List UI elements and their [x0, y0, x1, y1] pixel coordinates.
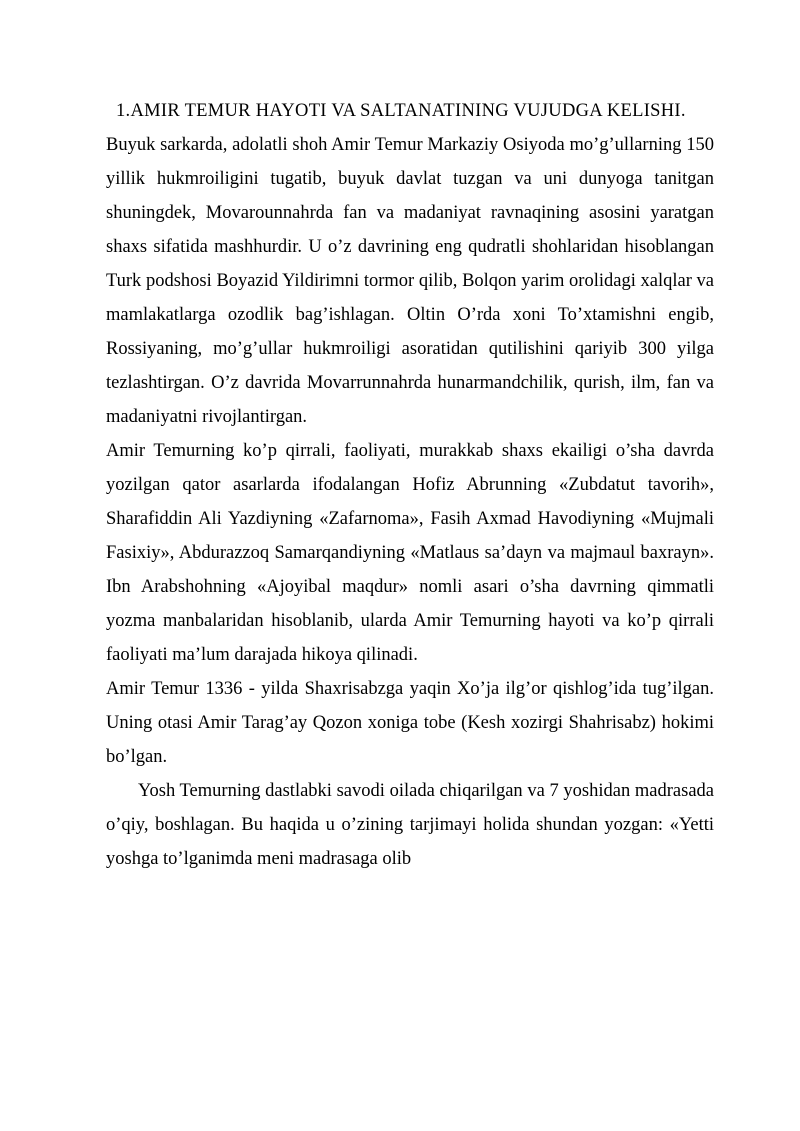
paragraph-birth: Amir Temur 1336 - yilda Shaxrisabzga yaqin Xo’ja ilg’or qishlog’ida tug’ilgan. Uning otasi Amir Tarag’ay Qozon xoniga tobe (Kesh xozirgi Shahrisabz) hokimi bo’lgan.: [106, 679, 714, 767]
paragraph-intro: Buyuk sarkarda, adolatli shoh Amir Temur Markaziy Osiyoda mo’g’ullarning 150 yillik hukmroiligini tugatib, buyuk davlat tuzgan va uni dunyoga tanitgan shuningdek, Movarounnahrda fan va madaniyat ravnaqining asosini yaratgan shaxs sifatida mashhurdir. U o’z davrining eng qudratli shohlaridan hisoblangan Turk podshosi Boyazid Yildirimni tormor qilib, Bolqon yarim orolidagi xalqlar va mamlakatlarga ozodlik bag’ishlagan. Oltin O’rda xoni To’xtamishni engib, Rossiyaning, mo’g’ullar hukmroiligi asoratidan qutilishini qariyib 300 yilga tezlashtirgan. O’z davrida Movarrunnahrda hunarmandchilik, qurish, ilm, fan va madaniyatni rivojlantirgan.: [106, 135, 714, 427]
paragraph-sources: Amir Temurning ko’p qirrali, faoliyati, murakkab shaxs ekailigi o’sha davrda yozilgan qator asarlarda ifodalangan Hofiz Abrunning «Zubdatut tavorih», Sharafiddin Ali Yazdiyning «Zafarnoma», Fasih Axmad Havodiyning «Mujmali Fasixiy», Abdurazzoq Samarqandiyning «Matlaus sa’dayn va majmaul baxrayn». Ibn Arabshohning «Ajoyibal maqdur» nomli asari o’sha davrning qimmatli yozma manbalaridan hisoblanib, ularda Amir Temurning hayoti va ko’p qirrali faoliyati ma’lum darajada hikoya qilinadi.: [106, 441, 714, 665]
document-page: [106, 94, 714, 876]
section-heading: 1.AMIR TEMUR HAYOTI VA SALTANATINING VUJUDGA KELISHI.: [116, 101, 686, 121]
paragraph-education: Yosh Temurning dastlabki savodi oilada chiqarilgan va 7 yoshidan madrasada o’qiy, boshlagan. Bu haqida u o’zining tarjimayi holida shundan yozgan: «Yetti yoshga to’lganimda meni madrasaga olib: [106, 781, 714, 869]
